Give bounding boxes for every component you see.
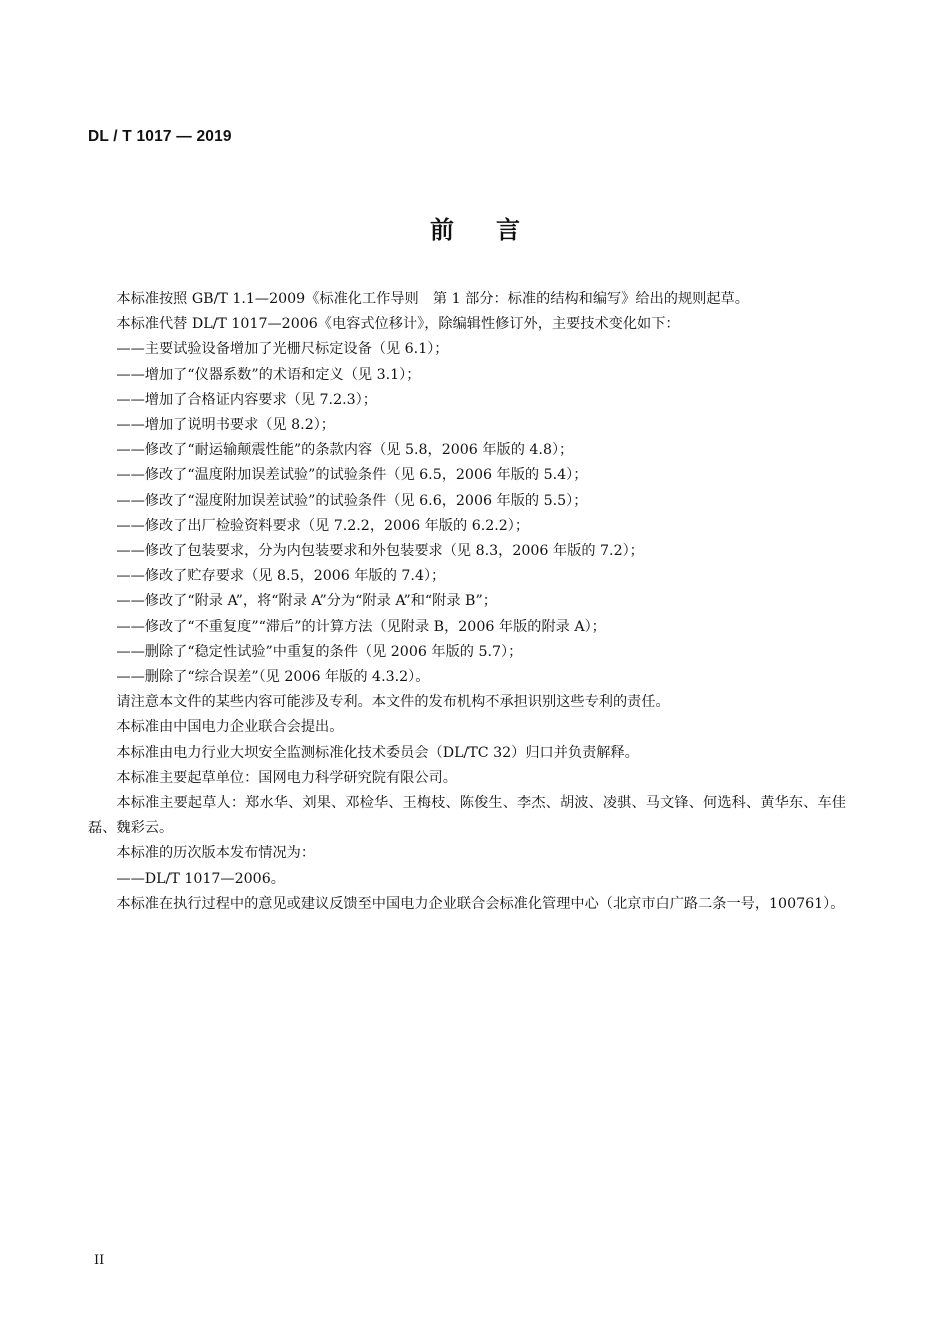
list-item: ——修改了“不重复度”“滞后”的计算方法（见附录 B，2006 年版的附录 A）； xyxy=(116,618,606,635)
list-item: ——删除了“综合误差”（见 2006 年版的 4.3.2）。 xyxy=(116,669,430,686)
paragraph: 本标准由电力行业大坝安全监测标准化技术委员会（DL/TC 32）归口并负责解释。 xyxy=(116,744,639,761)
list-item: ——增加了“仪器系数”的术语和定义（见 3.1）； xyxy=(116,366,421,383)
page-number: II xyxy=(94,1253,105,1268)
list-item: ——修改了贮存要求（见 8.5，2006 年版的 7.4）； xyxy=(116,568,446,585)
list-item: ——增加了说明书要求（见 8.2）； xyxy=(116,417,335,434)
paragraph: 本标准的历次版本发布情况为： xyxy=(116,845,316,862)
page-title: 前言 xyxy=(430,216,562,244)
list-item: ——修改了包装要求，分为内包装要求和外包装要求（见 8.3，2006 年版的 7.2）； xyxy=(116,543,644,560)
paragraph: 本标准在执行过程中的意见或建议反馈至中国电力企业联合会标准化管理中心（北京市白广路二条一号，100761）。 xyxy=(116,895,845,912)
paragraph: 本标准按照 GB/T 1.1—2009《标准化工作导则 第 1 部分：标准的结构和编写》给出的规则起草。 xyxy=(116,291,749,307)
list-item: ——修改了出厂检验资料要求（见 7.2.2，2006 年版的 6.2.2）； xyxy=(116,517,530,534)
list-item: ——修改了“温度附加误差试验”的试验条件（见 6.5，2006 年版的 5.4）； xyxy=(116,467,588,484)
document-body xyxy=(88,287,846,917)
paragraph: 本标准主要起草单位：国网电力科学研究院有限公司。 xyxy=(116,769,457,786)
paragraph: 本标准代替 DL/T 1017—2006《电容式位移计》，除编辑性修订外，主要技术变化如下： xyxy=(116,316,680,333)
paragraph: 请注意本文件的某些内容可能涉及专利。本文件的发布机构不承担识别这些专利的责任。 xyxy=(116,694,670,711)
list-item: ——修改了“附录 A”，将“附录 A”分为“附录 A”和“附录 B”； xyxy=(116,593,497,610)
list-item: ——修改了“耐运输颠震性能”的条款内容（见 5.8，2006 年版的 4.8）； xyxy=(116,442,574,459)
list-item: ——主要试验设备增加了光栅尺标定设备（见 6.1）； xyxy=(116,341,449,358)
paragraph: 本标准由中国电力企业联合会提出。 xyxy=(116,719,344,736)
list-item: ——增加了合格证内容要求（见 7.2.3）； xyxy=(116,391,377,408)
list-item: ——删除了“稳定性试验”中重复的条件（见 2006 年版的 5.7）； xyxy=(116,643,523,660)
paragraph: 本标准主要起草人：郑水华、刘果、邓检华、王梅枝、陈俊生、李杰、胡波、凌骐、马文锋、何选科、黄华东、车佳磊、魏彩云。 xyxy=(88,795,846,837)
list-item: ——DL/T 1017—2006。 xyxy=(116,870,285,887)
list-item: ——修改了“湿度附加误差试验”的试验条件（见 6.6，2006 年版的 5.5）； xyxy=(116,492,588,509)
document-id: DL / T 1017 — 2019 xyxy=(88,128,232,145)
